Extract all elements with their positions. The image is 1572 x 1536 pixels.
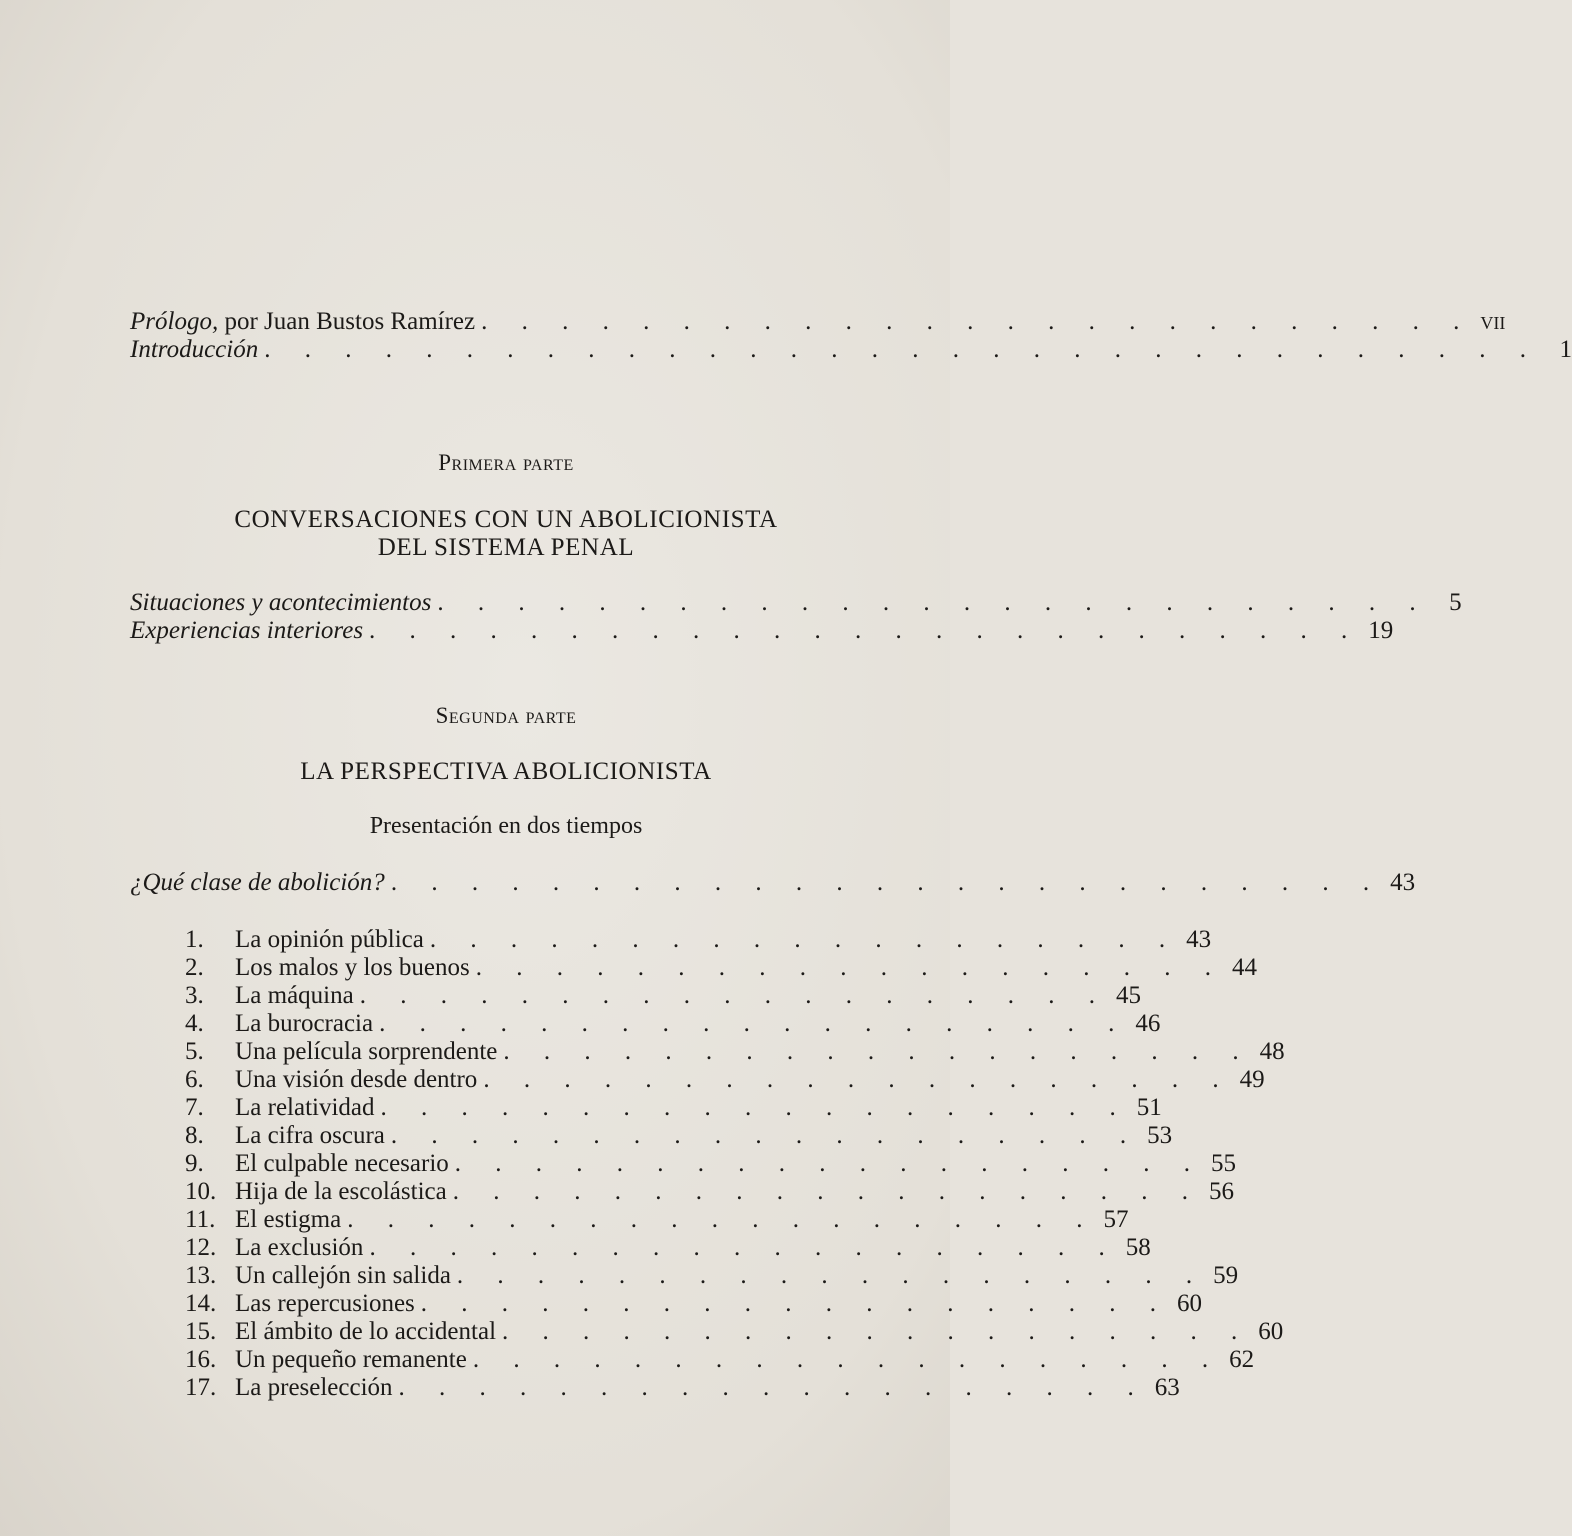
toc-chapter [185,925,1212,955]
toc-page-number: 5 [1449,589,1462,616]
chapter-title: El estigma [235,1206,342,1233]
toc-chapter [185,1093,1162,1123]
toc-entry-title: ¿Qué clase de abolición? [130,869,385,896]
chapter-title: Un pequeño remanente [235,1346,467,1373]
leader-dots: . . . . . . . . . . . . . . . . . . . [472,1346,1223,1373]
toc-chapter [185,1373,1180,1403]
chapter-title: La preselección [235,1374,393,1401]
toc-page-number: 1 [1559,336,1572,363]
leader-dots: . . . . . . . . . . . . . . . . . . . [452,1178,1202,1205]
toc-entry-experiencias [130,616,1394,646]
toc-chapter [185,1121,1173,1151]
chapter-title: Las repercusiones [235,1290,415,1317]
chapter-number: 16. [185,1346,217,1373]
toc-chapter [185,1065,1265,1095]
leader-dots: . . . . . . . . . . . . . . . . . . . [502,1318,1252,1345]
toc-page-number: 43 [1186,926,1212,953]
toc-entry-title: Prólogo, [130,308,219,335]
leader-dots: . . . . . . . . . . . . . . . . . . . [454,1150,1205,1177]
toc-page-number: 49 [1239,1066,1265,1093]
chapter-title: Hija de la escolástica [235,1178,447,1205]
toc-page-number: 59 [1213,1262,1239,1289]
leader-dots: . . . . . . . . . . . . . . . . . . . . . . . . . [390,869,1384,896]
chapter-number: 9. [185,1150,204,1177]
part-title: LA PERSPECTIVA ABOLICIONISTA [300,758,712,785]
chapter-number: 13. [185,1262,217,1289]
toc-page-number: 48 [1259,1038,1285,1065]
toc-page-number: 62 [1229,1346,1255,1373]
chapter-number: 4. [185,1010,204,1037]
chapter-title: La cifra oscura [235,1122,385,1149]
leader-dots: . . . . . . . . . . . . . . . . . . . . . . . . . [481,308,1474,335]
toc-page-number: 60 [1258,1318,1284,1345]
toc-entry-section [130,868,1416,898]
leader-dots: . . . . . . . . . . . . . . . . . . . . . . . . . [437,589,1430,616]
toc-entry-situaciones [130,588,1462,618]
chapter-title: Una película sorprendente [235,1038,498,1065]
toc-entry-title: Situaciones y acontecimientos [130,589,432,616]
chapter-number: 17. [185,1374,217,1401]
toc-page-number: 51 [1136,1094,1162,1121]
chapter-number: 11. [185,1206,216,1233]
toc-chapter [185,1289,1203,1319]
chapter-number: 3. [185,982,204,1009]
leader-dots: . . . . . . . . . . . . . . . . . . . [380,1094,1130,1121]
part-label: Primera parte [438,450,574,475]
leader-dots: . . . . . . . . . . . . . . . . . . . [369,1234,1119,1261]
toc-entry-author: por Juan Bustos Ramírez [218,308,476,335]
chapter-title: Los malos y los buenos [235,954,470,981]
toc-page-number: 58 [1125,1234,1151,1261]
toc-chapter [185,1233,1151,1263]
toc-entry-title: Introducción [130,336,259,363]
part-label: Segunda parte [435,703,577,728]
toc-page-number: 57 [1103,1206,1129,1233]
toc-chapter [185,953,1257,983]
toc-entry-title: Experiencias interiores [130,617,364,644]
leader-dots: . . . . . . . . . . . . . . . . . . . [475,954,1225,981]
part-subtitle: Presentación en dos tiempos [369,813,643,839]
toc-page-number: 55 [1211,1150,1237,1177]
part-title-line: CONVERSACIONES CON UN ABOLICIONISTA [234,506,778,533]
toc-page-number: 43 [1390,869,1416,896]
chapter-number: 15. [185,1318,217,1345]
chapter-number: 8. [185,1122,204,1149]
leader-dots: . . . . . . . . . . . . . . . . . . . [420,1290,1171,1317]
chapter-number: 12. [185,1234,217,1261]
chapter-number: 2. [185,954,204,981]
toc-page-number: 45 [1115,982,1141,1009]
leader-dots: . . . . . . . . . . . . . . . . . . . [398,1374,1148,1401]
chapter-number: 14. [185,1290,217,1317]
toc-chapter [185,981,1141,1011]
chapter-number: 6. [185,1066,204,1093]
chapter-title: Un callejón sin salida [235,1262,451,1289]
part-title-line: DEL SISTEMA PENAL [377,534,635,561]
leader-dots: . . . . . . . . . . . . . . . . . . . [503,1038,1253,1065]
toc-page-number: 19 [1368,617,1394,644]
chapter-title: La burocracia [235,1010,374,1037]
toc-page-number: 60 [1177,1290,1203,1317]
toc-entry-prologo [130,307,1506,337]
leader-dots: . . . . . . . . . . . . . . . . . . . [483,1066,1233,1093]
toc-page-number: 56 [1208,1178,1234,1205]
chapter-title: La máquina [235,982,354,1009]
leader-dots: . . . . . . . . . . . . . . . . . . . [359,982,1109,1009]
chapter-title: La opinión pública [235,926,424,953]
leader-dots: . . . . . . . . . . . . . . . . . . . . . . . . . [369,617,1362,644]
chapter-number: 1. [185,926,204,953]
leader-dots: . . . . . . . . . . . . . . . . . . . [456,1262,1207,1289]
toc-page-number: 63 [1154,1374,1180,1401]
leader-dots: . . . . . . . . . . . . . . . . . . . [379,1010,1129,1037]
chapter-number: 7. [185,1094,204,1121]
toc-chapter [185,1009,1161,1039]
toc-chapter [185,1149,1237,1179]
chapter-title: Una visión desde dentro [235,1066,478,1093]
toc-chapter [185,1261,1239,1291]
toc-page-number: 53 [1147,1122,1173,1149]
chapter-number: 10. [185,1178,217,1205]
toc-page-number: vii [1480,308,1506,335]
toc-page-number: 44 [1231,954,1257,981]
chapter-title: El culpable necesario [235,1150,449,1177]
toc-chapter [185,1317,1284,1347]
leader-dots: . . . . . . . . . . . . . . . . . . . [429,926,1180,953]
toc-chapter [185,1205,1129,1235]
chapter-title: El ámbito de lo accidental [235,1318,497,1345]
chapter-title: La exclusión [235,1234,364,1261]
toc-chapter [185,1345,1255,1375]
leader-dots: . . . . . . . . . . . . . . . . . . . [390,1122,1141,1149]
toc-entry-introduccion [130,335,1572,365]
chapter-title: La relatividad [235,1094,375,1121]
toc-page-number: 46 [1135,1010,1161,1037]
toc-chapter [185,1177,1234,1207]
toc-chapter [185,1037,1285,1067]
leader-dots: . . . . . . . . . . . . . . . . . . . . . . . . . . . . . . . . [264,336,1540,363]
chapter-number: 5. [185,1038,204,1065]
leader-dots: . . . . . . . . . . . . . . . . . . . [347,1206,1097,1233]
